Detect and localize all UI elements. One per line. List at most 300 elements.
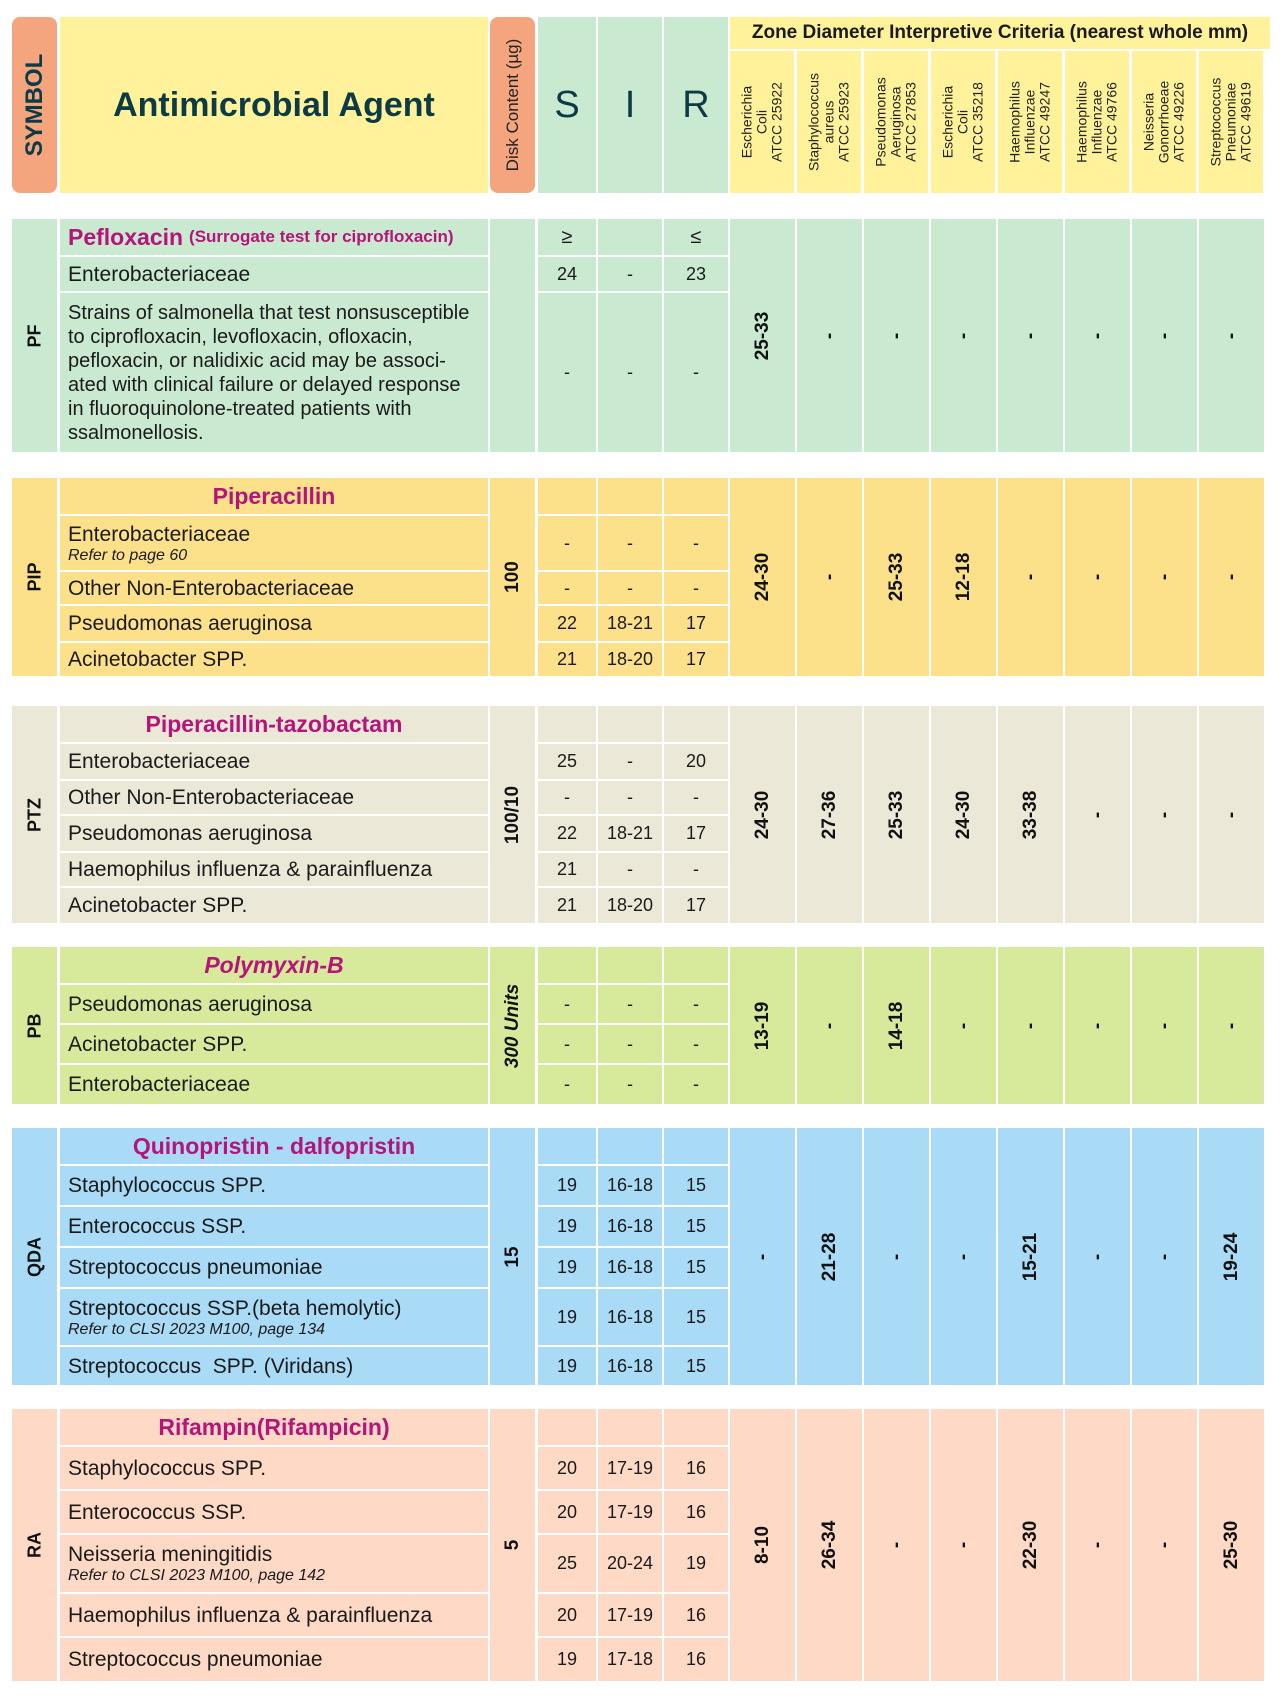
zone-range-value: 33-38 (1019, 790, 1041, 839)
organism-name: Pseudomonas aeruginosa (68, 822, 313, 845)
r-value-cell: - (664, 516, 728, 570)
disk-content-value: 15 (501, 1245, 523, 1268)
i-value-cell: - (598, 257, 662, 291)
organism-note: Refer to CLSI 2023 M100, page 142 (68, 1567, 326, 1584)
qc-zone-range (1199, 1128, 1264, 1385)
i-value-cell: 17-19 (598, 1447, 662, 1489)
zone-range-value: 24-30 (751, 790, 773, 839)
section-disk-content (490, 478, 535, 676)
i-value-cell: - (598, 781, 662, 814)
s-value-cell: 20 (538, 1447, 596, 1489)
organism-name: Acinetobacter SPP. (68, 1032, 248, 1056)
zone-range-value: - (1153, 332, 1175, 339)
organism-row-label (60, 1166, 488, 1205)
disk-content-value: 300 Units (501, 983, 523, 1068)
qc-zone-range (1132, 706, 1197, 923)
sir-symbol-cell (664, 1409, 728, 1445)
sir-symbol-cell (598, 947, 662, 983)
r-value-cell: 20 (664, 744, 728, 779)
qc-zone-range (1132, 947, 1197, 1104)
r-value-cell: - (664, 1065, 728, 1104)
zone-range-value: 24-30 (952, 790, 974, 839)
organism-name: Enterococcus SSP. (68, 1500, 247, 1524)
qc-zone-range (797, 706, 862, 923)
qc-zone-range (1132, 219, 1197, 452)
zone-criteria-header (730, 17, 1270, 49)
r-value-cell: 16 (664, 1638, 728, 1681)
sir-symbol-cell (598, 706, 662, 742)
zone-range-value: - (1153, 1022, 1175, 1029)
i-value-cell: - (598, 744, 662, 779)
qc-zone-range (730, 706, 795, 923)
qc-zone-range (864, 1409, 929, 1681)
s-value-cell: 20 (538, 1594, 596, 1636)
agent-name: Piperacillin-tazobactam (145, 710, 403, 737)
sir-symbol-cell: ≥ (538, 219, 596, 255)
disk-header-label: Disk Content (µg) (502, 38, 522, 172)
organism-name: Haemophilus influenza & parainfluenza (68, 1603, 433, 1627)
organism-name: Staphylococcus SPP. (68, 1174, 267, 1197)
symbol-column-header (12, 17, 57, 193)
s-value-cell: - (538, 516, 596, 570)
s-value-cell: 21 (538, 888, 596, 923)
organism-row-label (60, 257, 488, 291)
r-value-cell: - (664, 1025, 728, 1063)
s-value-cell: 19 (538, 1166, 596, 1205)
qc-zone-range (998, 219, 1063, 452)
zone-range-value: - (1220, 811, 1242, 818)
r-value-cell: 15 (664, 1248, 728, 1287)
agent-name: Quinopristin - dalfopristin (132, 1132, 416, 1159)
r-value-cell: 15 (664, 1166, 728, 1205)
agent-name: Rifampin(Rifampicin) (158, 1413, 390, 1440)
qc-zone-range (1065, 706, 1130, 923)
organism-name: Staphylococcus SPP. (68, 1456, 267, 1480)
r-value-cell: 15 (664, 1207, 728, 1246)
sir-symbol-cell (664, 706, 728, 742)
sir-symbol-cell (598, 1128, 662, 1164)
qc-zone-range (1199, 1409, 1264, 1681)
qc-zone-range (864, 219, 929, 452)
organism-name: Streptococcus SPP. (Viridans) (68, 1354, 354, 1378)
s-value-cell: 25 (538, 1535, 596, 1592)
qc-zone-range (1199, 947, 1264, 1104)
i-value-cell: 18-21 (598, 816, 662, 851)
zone-range-value: 22-30 (1019, 1520, 1041, 1570)
zone-range-value: - (885, 1253, 907, 1260)
zone-range-value: 14-18 (885, 1001, 907, 1050)
s-value-cell: - (538, 572, 596, 604)
r-value-cell: 17 (664, 643, 728, 676)
qc-zone-range (998, 478, 1063, 676)
organism-row-label (60, 1491, 488, 1533)
r-value-cell: 15 (664, 1347, 728, 1385)
zone-range-value: - (818, 1022, 840, 1029)
qc-organism-header (1132, 51, 1196, 193)
sir-symbol-cell (598, 1409, 662, 1445)
qc-zone-range (1065, 947, 1130, 1104)
organism-row-label (60, 744, 488, 779)
qc-organism-label: Escherichia Coli ATCC 35218 (939, 82, 986, 162)
zone-range-value: - (885, 1541, 907, 1549)
zone-range-value: - (1086, 1541, 1108, 1549)
organism-name: Haemophilus influenza & parainfluenza (68, 858, 433, 881)
qc-zone-range (931, 706, 996, 923)
zone-range-value: 15-21 (1019, 1232, 1041, 1281)
organism-row-label (60, 1207, 488, 1246)
organism-row-label (60, 1248, 488, 1287)
agent-name: Piperacillin (212, 482, 336, 509)
s-value-cell: 19 (538, 1289, 596, 1345)
qc-organism-label: Neisseria Gonorrhoeae ATCC 49226 (1140, 80, 1187, 164)
zone-range-value: - (1086, 1022, 1108, 1029)
qc-organism-header (797, 51, 861, 193)
organism-row-label (60, 1347, 488, 1385)
s-value-cell: - (538, 293, 596, 452)
section-disk-content (490, 947, 535, 1104)
qc-zone-range (1065, 478, 1130, 676)
sir-symbol-cell (538, 706, 596, 742)
zone-header-title: Zone Diameter Interpretive Criteria (nearest whole mm) (751, 22, 1249, 43)
section-symbol (12, 219, 57, 452)
s-value-cell: - (538, 1065, 596, 1104)
qc-organism-label: Haemophilus Influenzae ATCC 49247 (1006, 81, 1053, 163)
organism-name: Pseudomonas aeruginosa (68, 612, 313, 635)
organism-name: Enterococcus SSP. (68, 1215, 247, 1238)
i-value-cell: - (598, 985, 662, 1023)
i-value-cell: - (598, 572, 662, 604)
s-value-cell: 25 (538, 744, 596, 779)
s-value-cell: 22 (538, 816, 596, 851)
qc-zone-range (730, 947, 795, 1104)
qc-zone-range (730, 1409, 795, 1681)
zone-range-value: - (818, 332, 840, 339)
qc-organism-label: Pseudomonas Aeruginosa ATCC 27853 (872, 77, 919, 167)
r-value-cell: 23 (664, 257, 728, 291)
i-value-cell: 17-19 (598, 1491, 662, 1533)
s-value-cell: 19 (538, 1347, 596, 1385)
zone-range-value: - (1019, 332, 1041, 339)
s-value-cell: 19 (538, 1248, 596, 1287)
organism-row-label (60, 1065, 488, 1104)
qc-zone-range (1065, 219, 1130, 452)
qc-zone-range (730, 1128, 795, 1385)
qc-zone-range (797, 219, 862, 452)
sir-symbol-cell (664, 947, 728, 983)
zone-range-value: - (1019, 1022, 1041, 1029)
organism-row-label (60, 985, 488, 1023)
agent-title (60, 706, 488, 742)
zone-range-value: - (952, 332, 974, 339)
zone-range-value: - (1153, 573, 1175, 581)
organism-row-label (60, 1535, 488, 1592)
section-symbol-label: PF (24, 323, 44, 348)
s-value-cell: - (538, 985, 596, 1023)
qc-zone-range (998, 706, 1063, 923)
zone-range-value: 13-19 (751, 1001, 773, 1050)
r-value-cell: 17 (664, 888, 728, 923)
i-value-cell: 18-21 (598, 606, 662, 641)
organism-name: Other Non-Enterobacteriaceae (68, 786, 354, 809)
organism-name: Acinetobacter SPP. (68, 648, 248, 671)
zone-range-value: - (1019, 573, 1041, 581)
zone-range-value: - (952, 1541, 974, 1549)
disk-content-value: 5 (501, 1539, 523, 1551)
zone-range-value: 25-33 (885, 790, 907, 839)
sir-symbol-cell: ≤ (664, 219, 728, 255)
section-disk-content (490, 1128, 535, 1385)
agent-title (60, 219, 488, 255)
qc-zone-range (864, 478, 929, 676)
section-symbol-label: QDA (24, 1236, 44, 1277)
organism-name: Acinetobacter SPP. (68, 894, 248, 917)
section-symbol (12, 1128, 57, 1385)
organism-name: Streptococcus pneumoniae (68, 1256, 323, 1279)
qc-zone-range (1132, 478, 1197, 676)
r-value-cell: - (664, 985, 728, 1023)
qc-organism-header (1065, 51, 1129, 193)
i-value-cell: - (598, 516, 662, 570)
zone-range-value: 25-33 (751, 311, 773, 360)
zone-range-value: 21-28 (818, 1232, 840, 1281)
r-value-cell: - (664, 293, 728, 452)
i-header-label: I (624, 83, 636, 126)
sir-symbol-cell (664, 478, 728, 514)
i-value-cell: 16-18 (598, 1347, 662, 1385)
organism-row-label (60, 1447, 488, 1489)
r-value-cell: - (664, 572, 728, 604)
organism-note: Refer to CLSI 2023 M100, page 134 (68, 1320, 326, 1338)
section-symbol-label: PIP (24, 562, 44, 592)
zone-range-value: 8-10 (751, 1525, 773, 1565)
agent-title (60, 947, 488, 983)
zone-range-value: - (818, 573, 840, 581)
agent-header-label: Antimicrobial Agent (113, 85, 435, 124)
zone-range-value: 25-30 (1220, 1520, 1242, 1570)
organism-name: Enterobacteriaceae (68, 750, 251, 773)
s-value-cell: 22 (538, 606, 596, 641)
agent-subtitle: (Surrogate test for ciprofloxacin) (189, 227, 454, 246)
symbol-header-label: SYMBOL (20, 53, 48, 157)
r-value-cell: 16 (664, 1491, 728, 1533)
qc-organism-header (998, 51, 1062, 193)
section-disk-content (490, 1409, 535, 1681)
r-value-cell: 19 (664, 1535, 728, 1592)
i-value-cell: 20-24 (598, 1535, 662, 1592)
i-value-cell: 17-18 (598, 1638, 662, 1681)
agent-title (60, 1409, 488, 1445)
organism-name: Neisseria meningitidis (68, 1543, 273, 1566)
section-symbol-label: PB (24, 1012, 44, 1039)
i-value-cell: 18-20 (598, 888, 662, 923)
agent-name: Polymyxin-B (204, 951, 344, 978)
s-value-cell: 24 (538, 257, 596, 291)
zone-range-value: - (1153, 1541, 1175, 1549)
i-value-cell: 17-19 (598, 1594, 662, 1636)
section-symbol-label: RA (24, 1532, 44, 1558)
zone-range-value: - (952, 1022, 974, 1029)
r-value-cell: 17 (664, 606, 728, 641)
organism-row-label (60, 293, 488, 452)
organism-row-label (60, 1638, 488, 1681)
i-value-cell: - (598, 1065, 662, 1104)
s-value-cell: 21 (538, 853, 596, 886)
zone-range-value: - (1086, 1253, 1108, 1260)
zone-range-value: - (1220, 1022, 1242, 1029)
qc-organism-label: Escherichia Coli ATCC 25922 (738, 82, 785, 162)
zone-range-value: - (1220, 573, 1242, 581)
sir-symbol-cell (598, 219, 662, 255)
qc-zone-range (864, 706, 929, 923)
organism-name: Strains of salmonella that test nonsusceptible to ciprofloxacin, levofloxacin, ofloxacin, pefloxacin, or nalidixic acid may be associ- ated with clinical failure or delayed response in fluoroquinolone-treated patients with ssalmonellosis. (68, 301, 470, 444)
qc-zone-range (931, 1128, 996, 1385)
organism-name: Other Non-Enterobacteriaceae (68, 576, 354, 600)
zone-range-value: 12-18 (952, 552, 974, 602)
qc-zone-range (797, 1409, 862, 1681)
qc-zone-range (998, 1409, 1063, 1681)
qc-zone-range (998, 1128, 1063, 1385)
organism-row-label (60, 1594, 488, 1636)
qc-organism-header (730, 51, 794, 193)
qc-zone-range (864, 1128, 929, 1385)
zone-range-value: - (1086, 811, 1108, 818)
s-header-label: S (554, 83, 580, 126)
qc-zone-range (1199, 706, 1264, 923)
section-symbol-label: PTZ (24, 797, 44, 832)
organism-row-label (60, 643, 488, 676)
organism-row-label (60, 816, 488, 851)
r-value-cell: - (664, 853, 728, 886)
organism-name: Enterobacteriaceae (68, 1073, 251, 1096)
organism-row-label (60, 781, 488, 814)
disk-content-value: 100/10 (501, 785, 523, 844)
organism-row-label (60, 606, 488, 641)
r-value-cell: 16 (664, 1594, 728, 1636)
organism-name: Streptococcus pneumoniae (68, 1648, 323, 1671)
qc-zone-range (797, 947, 862, 1104)
i-column-header (598, 17, 662, 193)
section-disk-content (490, 706, 535, 923)
organism-name: Enterobacteriaceae (68, 262, 251, 286)
qc-organism-label: Streptococcus Pneumoniae ATCC 49619 (1207, 77, 1254, 167)
s-column-header (538, 17, 596, 193)
zone-range-value: - (1153, 811, 1175, 818)
s-value-cell: - (538, 1025, 596, 1063)
qc-zone-range (931, 947, 996, 1104)
qc-zone-range (998, 947, 1063, 1104)
zone-range-value: - (1086, 332, 1108, 339)
zone-range-value: 19-24 (1220, 1232, 1242, 1281)
i-value-cell: - (598, 853, 662, 886)
qc-zone-range (1199, 478, 1264, 676)
i-value-cell: - (598, 1025, 662, 1063)
s-value-cell: 19 (538, 1207, 596, 1246)
qc-zone-range (1132, 1128, 1197, 1385)
organism-row-label (60, 572, 488, 604)
r-value-cell: 16 (664, 1447, 728, 1489)
qc-organism-header (1199, 51, 1263, 193)
qc-zone-range (1132, 1409, 1197, 1681)
qc-zone-range (931, 478, 996, 676)
sir-symbol-cell (538, 478, 596, 514)
section-symbol (12, 1409, 57, 1681)
disk-content-column-header (490, 17, 535, 193)
i-value-cell: 16-18 (598, 1207, 662, 1246)
organism-row-label (60, 1025, 488, 1063)
agent-column-header (60, 17, 488, 193)
zone-range-value: - (1086, 573, 1108, 581)
r-column-header (664, 17, 728, 193)
organism-name: Pseudomonas aeruginosa (68, 992, 313, 1016)
zone-range-value: 26-34 (818, 1520, 840, 1570)
qc-zone-range (1199, 219, 1264, 452)
zone-range-value: 24-30 (751, 552, 773, 602)
organism-name: Enterobacteriaceae (68, 522, 251, 546)
section-symbol (12, 947, 57, 1104)
qc-zone-range (864, 947, 929, 1104)
qc-zone-range (797, 1128, 862, 1385)
qc-zone-range (1065, 1128, 1130, 1385)
s-value-cell: 19 (538, 1638, 596, 1681)
qc-zone-range (797, 478, 862, 676)
s-value-cell: 20 (538, 1491, 596, 1533)
i-value-cell: 16-18 (598, 1248, 662, 1287)
sir-symbol-cell (664, 1128, 728, 1164)
organism-name: Streptococcus SSP.(beta hemolytic) (68, 1296, 402, 1320)
agent-title (60, 1128, 488, 1164)
r-header-label: R (682, 83, 710, 126)
zone-range-value: 25-33 (885, 552, 907, 602)
sir-symbol-cell (598, 478, 662, 514)
zone-range-value: 27-36 (818, 790, 840, 839)
i-value-cell: 18-20 (598, 643, 662, 676)
sir-symbol-cell (538, 947, 596, 983)
zone-range-value: - (885, 332, 907, 339)
qc-organism-label: Staphylococcus aureus ATCC 25923 (805, 72, 852, 172)
zone-range-value: - (952, 1253, 974, 1260)
i-value-cell: - (598, 293, 662, 452)
qc-zone-range (931, 219, 996, 452)
i-value-cell: 16-18 (598, 1166, 662, 1205)
section-symbol (12, 706, 57, 923)
organism-row-label (60, 888, 488, 923)
zone-range-value: - (751, 1253, 773, 1260)
organism-row-label (60, 516, 488, 570)
disk-content-value: 100 (501, 561, 523, 593)
qc-organism-header (864, 51, 928, 193)
qc-zone-range (730, 478, 795, 676)
zone-range-value: - (1153, 1253, 1175, 1260)
organism-note: Refer to page 60 (68, 546, 188, 564)
organism-row-label (60, 1289, 488, 1345)
i-value-cell: 16-18 (598, 1289, 662, 1345)
section-disk-content (490, 219, 535, 452)
qc-zone-range (931, 1409, 996, 1681)
r-value-cell: 15 (664, 1289, 728, 1345)
r-value-cell: - (664, 781, 728, 814)
zone-range-value: - (1220, 332, 1242, 339)
agent-name: Pefloxacin (68, 223, 184, 250)
section-symbol (12, 478, 57, 676)
agent-title (60, 478, 488, 514)
s-value-cell: 21 (538, 643, 596, 676)
qc-organism-header (931, 51, 995, 193)
organism-row-label (60, 853, 488, 886)
qc-organism-label: Haemophilus Influenzae ATCC 49766 (1073, 81, 1120, 163)
sir-symbol-cell (538, 1128, 596, 1164)
sir-symbol-cell (538, 1409, 596, 1445)
qc-zone-range (730, 219, 795, 452)
